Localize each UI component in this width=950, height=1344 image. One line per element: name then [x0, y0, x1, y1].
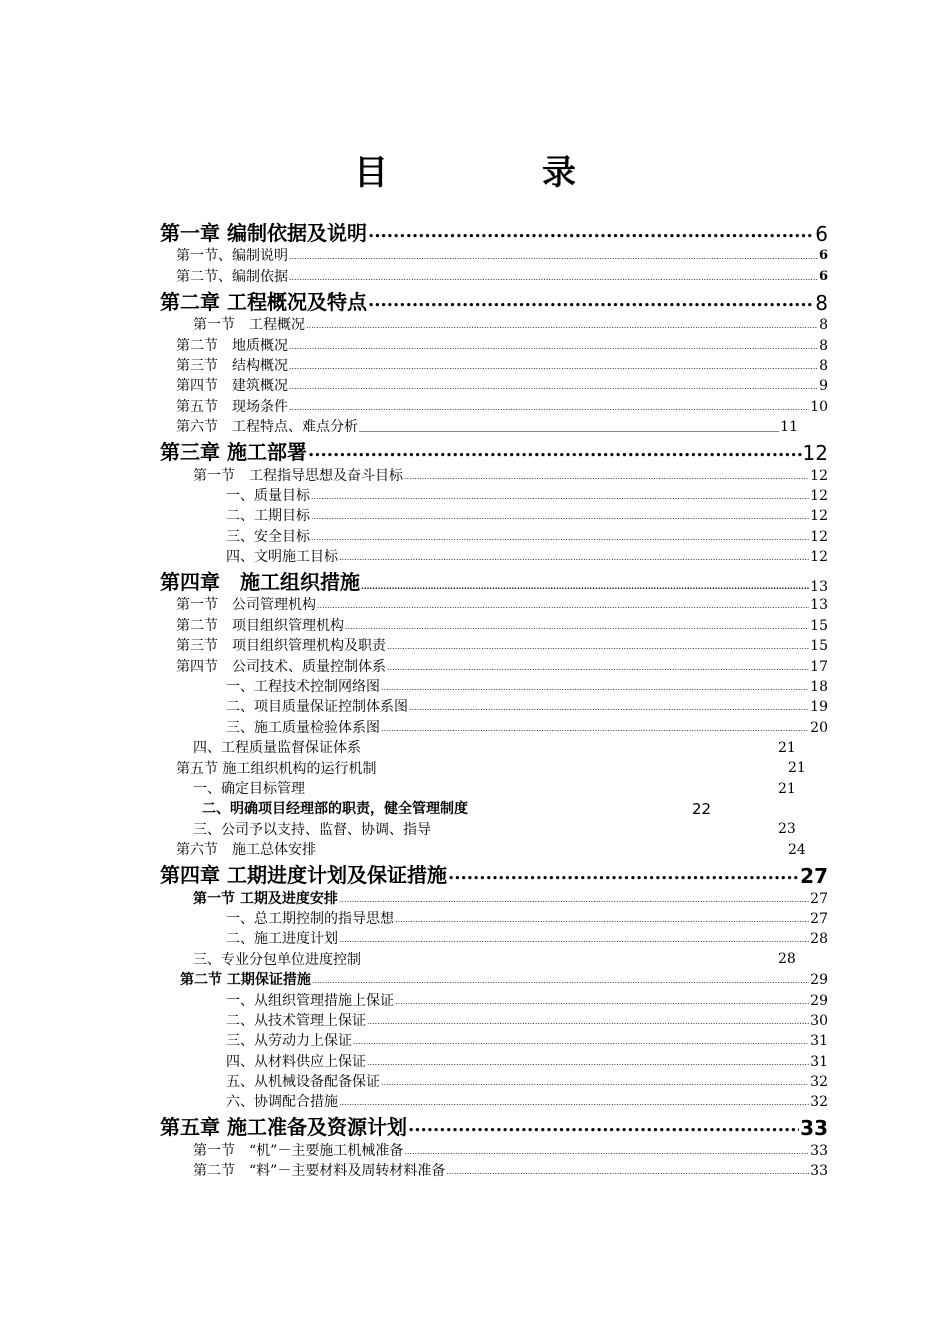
toc-leader-dots [367, 1018, 809, 1031]
toc-entry-label: 第五节 现场条件 [176, 398, 288, 415]
toc-entry[interactable] [160, 315, 828, 335]
toc-entry[interactable] [160, 636, 828, 656]
toc-page-number: 29 [810, 972, 828, 989]
toc-entry-label: 第一节 工程指导思想及奋斗目标 [193, 467, 403, 484]
toc-entry[interactable] [160, 287, 828, 315]
toc-entry[interactable] [160, 547, 828, 567]
toc-page-number: 31 [810, 1033, 828, 1050]
toc-entry-label: 第二节 项目组织管理机构 [176, 617, 344, 634]
toc-page-number: 31 [810, 1053, 828, 1070]
toc-entry[interactable] [160, 860, 828, 888]
toc-leader-dots [317, 602, 809, 615]
toc-entry-label: 第一节 工期及进度安排 [193, 890, 338, 907]
toc-entry-label: 四、工程质量监督保证体系 [193, 740, 361, 757]
toc-entry-label: 三、施工质量检验体系图 [226, 719, 380, 736]
toc-leader-dots [339, 1099, 809, 1112]
toc-page-number: 27 [810, 910, 828, 927]
toc-page-number: 28 [778, 951, 796, 968]
toc-leader-dots [311, 493, 809, 506]
toc-page-number: 12 [810, 508, 828, 525]
toc-entry-label: 四、文明施工目标 [226, 549, 338, 566]
toc-leader-dots [448, 865, 799, 888]
toc-entry-label: 一、确定目标管理 [193, 780, 305, 797]
toc-entry-label: 第二节 地质概况 [176, 337, 288, 354]
toc-page-number: 13 [810, 597, 828, 614]
toc-entry-label: 第二节 “料”－主要材料及周转材料准备 [193, 1163, 446, 1180]
toc-leader-dots [404, 1148, 809, 1161]
toc-entry[interactable] [160, 526, 828, 546]
toc-entry-label: 第二节、编制依据 [176, 268, 288, 285]
toc-page-number: 8 [819, 357, 828, 374]
toc-entry-label: 二、项目质量保证控制体系图 [226, 699, 408, 716]
toc-leader-dots [289, 404, 809, 417]
toc-leader-dots [306, 322, 818, 335]
toc-entry-label: 一、工程技术控制网络图 [226, 679, 380, 696]
toc-page-number: 19 [810, 699, 828, 716]
toc-entry[interactable] [160, 465, 828, 485]
toc-entry[interactable] [160, 1072, 828, 1092]
toc-entry[interactable] [160, 1140, 828, 1160]
toc-entry[interactable] [160, 486, 828, 506]
toc-entry-label: 第三节 结构概况 [176, 357, 288, 374]
toc-leader-dots [387, 664, 809, 677]
toc-page-number: 6 [815, 222, 828, 246]
toc-entry[interactable] [160, 615, 828, 635]
toc-entry-label: 二、施工进度计划 [226, 931, 338, 948]
toc-page-number: 18 [810, 679, 828, 696]
toc-page-number: 27 [800, 864, 828, 889]
toc-entry-label: 二、明确项目经理部的职责，健全管理制度 [202, 801, 468, 818]
toc-page-number: 12 [810, 528, 828, 545]
toc-page-number: 12 [810, 549, 828, 566]
toc-entry[interactable] [160, 656, 828, 676]
toc-entry[interactable] [160, 376, 828, 396]
toc-entry-label: 一、从组织管理措施上保证 [226, 992, 394, 1009]
toc-page-number: 33 [810, 1142, 828, 1159]
toc-entry-label: 第三章 施工部署 [160, 440, 307, 465]
toc-leader-dots [387, 643, 809, 656]
toc-page-number: 6 [818, 248, 828, 264]
toc-leader-dots [289, 363, 818, 376]
toc-entry[interactable] [160, 356, 828, 376]
toc-leader-dots [312, 977, 809, 990]
toc-entry-label: 第一节 工程概况 [193, 317, 305, 334]
toc-page-number: 12 [802, 441, 828, 466]
toc-page-number: 8 [819, 317, 828, 334]
toc-entry-label: 第一章 编制依据及说明 [160, 221, 367, 245]
toc-page-number: 21 [788, 760, 806, 777]
toc-entry[interactable] [160, 949, 828, 969]
toc-leader-dots [368, 223, 814, 246]
toc-leader-dots [446, 1168, 809, 1181]
toc-entry-label: 三、从劳动力上保证 [226, 1033, 352, 1050]
toc-leader-dots [289, 383, 818, 396]
toc-entry[interactable] [160, 1031, 828, 1051]
toc-entry[interactable] [160, 246, 828, 266]
toc-entry[interactable] [160, 799, 828, 819]
toc-entry[interactable] [160, 266, 828, 286]
toc-entry[interactable] [160, 218, 828, 246]
toc-entry[interactable] [160, 1011, 828, 1031]
toc-title: 目 录 [354, 153, 636, 193]
toc-page-number: 32 [810, 1094, 828, 1111]
toc-entry-label: 六、协调配合措施 [226, 1094, 338, 1111]
toc-entry-label: 第五节 施工组织机构的运行机制 [176, 760, 377, 777]
toc-entry[interactable] [160, 929, 828, 949]
toc-entry[interactable] [160, 1092, 828, 1112]
toc-entry[interactable] [160, 595, 828, 615]
toc-leader-dots [339, 896, 809, 909]
toc-entry-label: 一、质量目标 [226, 487, 310, 504]
toc-page-number: 23 [778, 821, 796, 838]
toc-leader-dots [395, 916, 809, 929]
toc-entry-label: 三、公司予以支持、监督、协调、指导 [193, 821, 431, 838]
toc-entry-label: 第三节 项目组织管理机构及职责 [176, 638, 386, 655]
toc-entry[interactable] [160, 417, 828, 437]
toc-leader-dots [359, 431, 779, 432]
toc-entry[interactable] [160, 335, 828, 355]
toc-page-number: 29 [810, 992, 828, 1009]
toc-entry[interactable] [160, 567, 828, 595]
toc-entry[interactable] [160, 717, 828, 737]
table-of-contents [160, 218, 828, 1181]
toc-leader-dots [289, 253, 818, 266]
toc-entry-label: 五、从机械设备配备保证 [226, 1074, 380, 1091]
toc-entry-label: 二、工期目标 [226, 508, 310, 525]
toc-page-number: 15 [810, 617, 828, 634]
toc-page-number: 12 [810, 467, 828, 484]
toc-entry[interactable] [160, 888, 828, 908]
toc-leader-dots [311, 534, 809, 547]
toc-entry[interactable] [160, 677, 828, 697]
toc-entry[interactable] [160, 840, 828, 860]
toc-page-number: 21 [778, 739, 796, 756]
toc-page-number: 32 [810, 1074, 828, 1091]
toc-entry[interactable] [160, 1051, 828, 1071]
toc-page-number: 13 [810, 579, 828, 596]
toc-leader-dots [308, 442, 802, 465]
toc-leader-dots [381, 684, 809, 697]
toc-entry-label: 第一节 “机”－主要施工机械准备 [193, 1142, 404, 1159]
toc-entry[interactable] [160, 758, 828, 778]
toc-leader-dots [361, 582, 809, 595]
toc-page-number: 28 [810, 931, 828, 948]
toc-entry[interactable] [160, 909, 828, 929]
toc-page-number: 9 [819, 378, 828, 395]
toc-entry[interactable] [160, 437, 828, 465]
toc-entry-label: 第六节 施工总体安排 [176, 842, 316, 859]
toc-page-number: 33 [810, 1163, 828, 1180]
toc-page-number: 24 [788, 841, 806, 858]
toc-page-number: 6 [818, 268, 828, 284]
toc-leader-dots [311, 513, 809, 526]
toc-entry-label: 第二节 工期保证措施 [180, 972, 311, 989]
toc-entry-label: 第四章 施工组织措施 [160, 570, 360, 595]
toc-entry[interactable] [160, 779, 828, 799]
toc-entry[interactable] [160, 506, 828, 526]
toc-leader-dots [353, 1038, 809, 1051]
toc-leader-dots [409, 704, 809, 717]
toc-leader-dots [339, 554, 809, 567]
toc-entry-label: 第一节 公司管理机构 [176, 597, 316, 614]
toc-leader-dots [404, 473, 809, 486]
toc-page-number: 30 [810, 1012, 828, 1029]
toc-leader-dots [381, 725, 809, 738]
toc-entry-label: 第二章 工程概况及特点 [160, 289, 367, 314]
toc-page-number: 20 [810, 719, 828, 736]
toc-entry[interactable] [160, 738, 828, 758]
toc-page-number: 33 [800, 1116, 828, 1141]
toc-leader-dots [367, 1059, 809, 1072]
toc-entry[interactable] [160, 1161, 828, 1181]
toc-leader-dots [368, 292, 814, 315]
toc-entry[interactable] [160, 990, 828, 1010]
toc-page-number: 27 [810, 890, 828, 907]
toc-entry-label: 第五章 施工准备及资源计划 [160, 1115, 407, 1140]
toc-entry-label: 一、总工期控制的指导思想 [226, 910, 394, 927]
toc-entry-label: 三、安全目标 [226, 528, 310, 545]
toc-entry-label: 第四章 工期进度计划及保证措施 [160, 863, 447, 888]
toc-entry-label: 三、专业分包单位进度控制 [193, 951, 361, 968]
toc-entry[interactable] [160, 819, 828, 839]
toc-page-number: 22 [692, 799, 712, 818]
toc-entry[interactable] [160, 970, 828, 990]
toc-page-number: 11 [780, 419, 798, 436]
toc-page-number: 10 [810, 398, 828, 415]
toc-leader-dots [395, 998, 809, 1011]
toc-entry-label: 第四节 建筑概况 [176, 378, 288, 395]
toc-entry-label: 第六节 工程特点、难点分析 [176, 419, 358, 436]
toc-leader-dots [289, 274, 818, 287]
toc-leader-dots [339, 936, 809, 949]
toc-entry[interactable] [160, 697, 828, 717]
toc-page-number: 21 [778, 780, 796, 797]
toc-entry-label: 二、从技术管理上保证 [226, 1012, 366, 1029]
toc-entry-label: 四、从材料供应上保证 [226, 1053, 366, 1070]
toc-page-number: 12 [810, 487, 828, 504]
toc-page-number: 15 [810, 638, 828, 655]
toc-leader-dots [381, 1079, 809, 1092]
toc-leader-dots [408, 1117, 799, 1140]
toc-page-number: 8 [819, 337, 828, 354]
toc-page-number: 8 [815, 290, 828, 315]
toc-entry[interactable] [160, 1112, 828, 1140]
toc-entry-label: 第一节、编制说明 [176, 248, 288, 265]
toc-entry-label: 第四节 公司技术、质量控制体系 [176, 658, 386, 675]
toc-leader-dots [345, 623, 809, 636]
toc-leader-dots [289, 343, 818, 356]
toc-entry[interactable] [160, 396, 828, 416]
toc-page-number: 17 [810, 658, 828, 675]
